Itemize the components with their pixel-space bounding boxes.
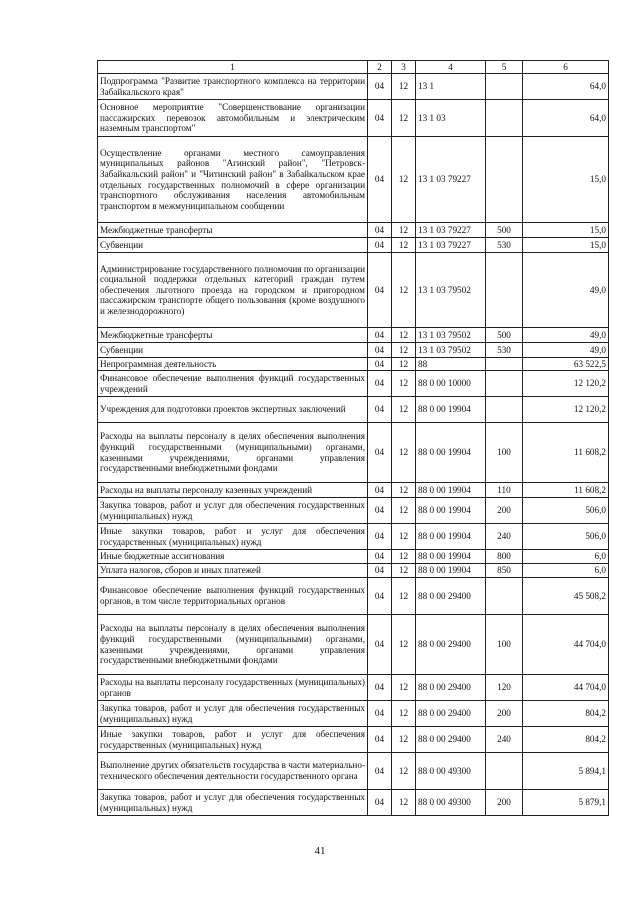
row-amount: 15,0 (523, 223, 609, 238)
row-amount: 45 508,2 (523, 578, 609, 615)
row-subsection: 12 (392, 727, 416, 753)
row-section: 04 (368, 74, 392, 100)
table-row (98, 238, 609, 253)
table-row (98, 253, 609, 328)
row-section: 04 (368, 790, 392, 816)
row-subsection: 12 (392, 223, 416, 238)
row-name: Межбюджетные трансферты (98, 223, 368, 238)
row-target-code: 88 0 00 29400 (416, 675, 486, 701)
row-name: Учреждения для подготовки проектов экспертных заключений (98, 397, 368, 423)
row-target-code: 88 (416, 358, 486, 371)
row-amount: 49,0 (523, 253, 609, 328)
row-subsection: 12 (392, 100, 416, 137)
row-subsection: 12 (392, 397, 416, 423)
row-expense-type: 100 (486, 423, 523, 483)
row-target-code: 88 0 00 29400 (416, 615, 486, 675)
row-target-code: 13 1 03 79227 (416, 238, 486, 253)
row-target-code: 88 0 00 29400 (416, 701, 486, 727)
header-col-1: 1 (98, 61, 368, 74)
row-expense-type: 500 (486, 328, 523, 343)
row-subsection: 12 (392, 74, 416, 100)
row-subsection: 12 (392, 753, 416, 790)
row-target-code: 88 0 00 19904 (416, 498, 486, 524)
row-subsection: 12 (392, 328, 416, 343)
row-subsection: 12 (392, 238, 416, 253)
row-section: 04 (368, 727, 392, 753)
row-subsection: 12 (392, 524, 416, 550)
row-expense-type: 240 (486, 524, 523, 550)
row-target-code: 13 1 03 79227 (416, 137, 486, 223)
row-expense-type (486, 578, 523, 615)
row-amount: 64,0 (523, 100, 609, 137)
row-section: 04 (368, 524, 392, 550)
row-expense-type: 120 (486, 675, 523, 701)
row-section: 04 (368, 753, 392, 790)
row-section: 04 (368, 423, 392, 483)
table-row (98, 524, 609, 550)
row-section: 04 (368, 483, 392, 498)
row-target-code: 88 0 00 29400 (416, 727, 486, 753)
table-row (98, 423, 609, 483)
row-name: Расходы на выплаты персоналу государственных (муниципальных) органов (98, 675, 368, 701)
header-col-4: 4 (416, 61, 486, 74)
table-row (98, 343, 609, 358)
row-name: Межбюджетные трансферты (98, 328, 368, 343)
table-row (98, 483, 609, 498)
row-name: Выполнение других обязательств государства в части материально-технического обеспечения деятельности государственного органа (98, 753, 368, 790)
header-col-6: 6 (523, 61, 609, 74)
row-subsection: 12 (392, 790, 416, 816)
row-amount: 6,0 (523, 550, 609, 564)
table-row (98, 223, 609, 238)
row-name: Расходы на выплаты персоналу в целях обеспечения выполнения функций государственными (муниципальными) органами, казенными учреждениями, органами управления государственными внебюджетными фондами (98, 615, 368, 675)
row-expense-type: 200 (486, 790, 523, 816)
row-name: Закупка товаров, работ и услуг для обеспечения государственных (муниципальных) нужд (98, 701, 368, 727)
row-name: Расходы на выплаты персоналу в целях обеспечения выполнения функций государственными (муниципальными) органами, казенными учреждениями, органами управления государственными внебюджетными фондами (98, 423, 368, 483)
row-subsection: 12 (392, 423, 416, 483)
row-target-code: 88 0 00 19904 (416, 483, 486, 498)
row-amount: 15,0 (523, 137, 609, 223)
header-row (98, 61, 609, 74)
row-name: Субвенции (98, 343, 368, 358)
row-target-code: 88 0 00 29400 (416, 578, 486, 615)
row-amount: 12 120,2 (523, 371, 609, 397)
row-expense-type: 850 (486, 564, 523, 578)
row-subsection: 12 (392, 343, 416, 358)
table-row (98, 397, 609, 423)
row-subsection: 12 (392, 358, 416, 371)
row-subsection: 12 (392, 253, 416, 328)
table-row (98, 727, 609, 753)
row-expense-type: 530 (486, 238, 523, 253)
row-name: Иные закупки товаров, работ и услуг для обеспечения государственных (муниципальных) нужд (98, 727, 368, 753)
row-target-code: 13 1 03 79502 (416, 328, 486, 343)
row-expense-type: 500 (486, 223, 523, 238)
table-row (98, 675, 609, 701)
row-name: Закупка товаров, работ и услуг для обеспечения государственных (муниципальных) нужд (98, 498, 368, 524)
row-amount: 12 120,2 (523, 397, 609, 423)
table-header (98, 61, 609, 74)
header-col-3: 3 (392, 61, 416, 74)
row-expense-type: 110 (486, 483, 523, 498)
row-section: 04 (368, 343, 392, 358)
row-expense-type (486, 253, 523, 328)
row-expense-type: 200 (486, 498, 523, 524)
table-row (98, 100, 609, 137)
row-target-code: 88 0 00 19904 (416, 524, 486, 550)
row-section: 04 (368, 564, 392, 578)
row-expense-type: 100 (486, 615, 523, 675)
row-target-code: 13 1 (416, 74, 486, 100)
row-expense-type (486, 397, 523, 423)
row-target-code: 88 0 00 19904 (416, 423, 486, 483)
row-subsection: 12 (392, 137, 416, 223)
row-expense-type (486, 753, 523, 790)
row-subsection: 12 (392, 371, 416, 397)
table-row (98, 137, 609, 223)
row-subsection: 12 (392, 675, 416, 701)
row-name: Администрирование государственного полномочия по организации социальной поддержки отдельных категорий граждан путем обеспечения льготного проезда на городском и пригородном пассажирском транспорте общего пользования (кроме воздушного и железнодорожного) (98, 253, 368, 328)
row-section: 04 (368, 371, 392, 397)
row-amount: 506,0 (523, 524, 609, 550)
row-subsection: 12 (392, 483, 416, 498)
header-col-5: 5 (486, 61, 523, 74)
row-expense-type (486, 100, 523, 137)
row-section: 04 (368, 358, 392, 371)
row-amount: 5 894,1 (523, 753, 609, 790)
row-section: 04 (368, 328, 392, 343)
row-amount: 44 704,0 (523, 675, 609, 701)
table-row (98, 564, 609, 578)
row-section: 04 (368, 253, 392, 328)
row-name: Непрограммная деятельность (98, 358, 368, 371)
row-name: Иные бюджетные ассигнования (98, 550, 368, 564)
row-expense-type (486, 137, 523, 223)
row-target-code: 88 0 00 19904 (416, 550, 486, 564)
row-section: 04 (368, 675, 392, 701)
row-section: 04 (368, 701, 392, 727)
header-col-2: 2 (368, 61, 392, 74)
row-subsection: 12 (392, 550, 416, 564)
row-subsection: 12 (392, 615, 416, 675)
row-amount: 49,0 (523, 328, 609, 343)
row-section: 04 (368, 397, 392, 423)
budget-table (97, 60, 609, 816)
row-subsection: 12 (392, 564, 416, 578)
row-name: Осуществление органами местного самоуправления муниципальных районов "Агинский район", "Петровск-Забайкальский район" и "Читинский район" в Забайкальском крае отдельных государственных полномочий в сфере организации транспортного обслуживания населения автомобильным транспортом в межмуниципальном сообщении (98, 137, 368, 223)
row-target-code: 13 1 03 79227 (416, 223, 486, 238)
table-row (98, 328, 609, 343)
row-expense-type: 240 (486, 727, 523, 753)
row-name: Подпрограмма "Развитие транспортного комплекса на территории Забайкальского края" (98, 74, 368, 100)
row-amount: 44 704,0 (523, 615, 609, 675)
table-row (98, 578, 609, 615)
row-section: 04 (368, 100, 392, 137)
table-row (98, 790, 609, 816)
row-expense-type: 800 (486, 550, 523, 564)
row-name: Субвенции (98, 238, 368, 253)
row-amount: 63 522,5 (523, 358, 609, 371)
row-expense-type (486, 358, 523, 371)
row-expense-type: 530 (486, 343, 523, 358)
row-section: 04 (368, 498, 392, 524)
table-row (98, 753, 609, 790)
row-name: Финансовое обеспечение выполнения функций государственных органов, в том числе территориальных органов (98, 578, 368, 615)
row-subsection: 12 (392, 498, 416, 524)
row-name: Иные закупки товаров, работ и услуг для обеспечения государственных (муниципальных) нужд (98, 524, 368, 550)
row-target-code: 88 0 00 19904 (416, 397, 486, 423)
table-row (98, 498, 609, 524)
row-section: 04 (368, 550, 392, 564)
row-name: Уплата налогов, сборов и иных платежей (98, 564, 368, 578)
row-amount: 64,0 (523, 74, 609, 100)
row-amount: 804,2 (523, 727, 609, 753)
row-target-code: 88 0 00 49300 (416, 753, 486, 790)
row-target-code: 13 1 03 79502 (416, 253, 486, 328)
table-row (98, 358, 609, 371)
row-name: Закупка товаров, работ и услуг для обеспечения государственных (муниципальных) нужд (98, 790, 368, 816)
row-expense-type: 200 (486, 701, 523, 727)
row-section: 04 (368, 238, 392, 253)
row-amount: 5 879,1 (523, 790, 609, 816)
row-target-code: 13 1 03 79502 (416, 343, 486, 358)
row-subsection: 12 (392, 701, 416, 727)
row-amount: 11 608,2 (523, 483, 609, 498)
row-section: 04 (368, 615, 392, 675)
table-row (98, 550, 609, 564)
row-expense-type (486, 371, 523, 397)
row-expense-type (486, 74, 523, 100)
row-section: 04 (368, 223, 392, 238)
row-section: 04 (368, 137, 392, 223)
row-section: 04 (368, 578, 392, 615)
row-target-code: 88 0 00 10000 (416, 371, 486, 397)
table-row (98, 701, 609, 727)
row-amount: 506,0 (523, 498, 609, 524)
table-row (98, 74, 609, 100)
page-number: 41 (314, 845, 326, 857)
row-subsection: 12 (392, 578, 416, 615)
row-amount: 15,0 (523, 238, 609, 253)
row-name: Финансовое обеспечение выполнения функций государственных учреждений (98, 371, 368, 397)
table-body (98, 74, 609, 816)
row-target-code: 88 0 00 19904 (416, 564, 486, 578)
row-amount: 49,0 (523, 343, 609, 358)
table-row (98, 615, 609, 675)
row-name: Основное мероприятие "Совершенствование организации пассажирских перевозок автомобильным и электрическим наземным транспортом" (98, 100, 368, 137)
table-row (98, 371, 609, 397)
row-amount: 804,2 (523, 701, 609, 727)
row-target-code: 88 0 00 49300 (416, 790, 486, 816)
row-name: Расходы на выплаты персоналу казенных учреждений (98, 483, 368, 498)
row-amount: 11 608,2 (523, 423, 609, 483)
row-amount: 6,0 (523, 564, 609, 578)
row-target-code: 13 1 03 (416, 100, 486, 137)
